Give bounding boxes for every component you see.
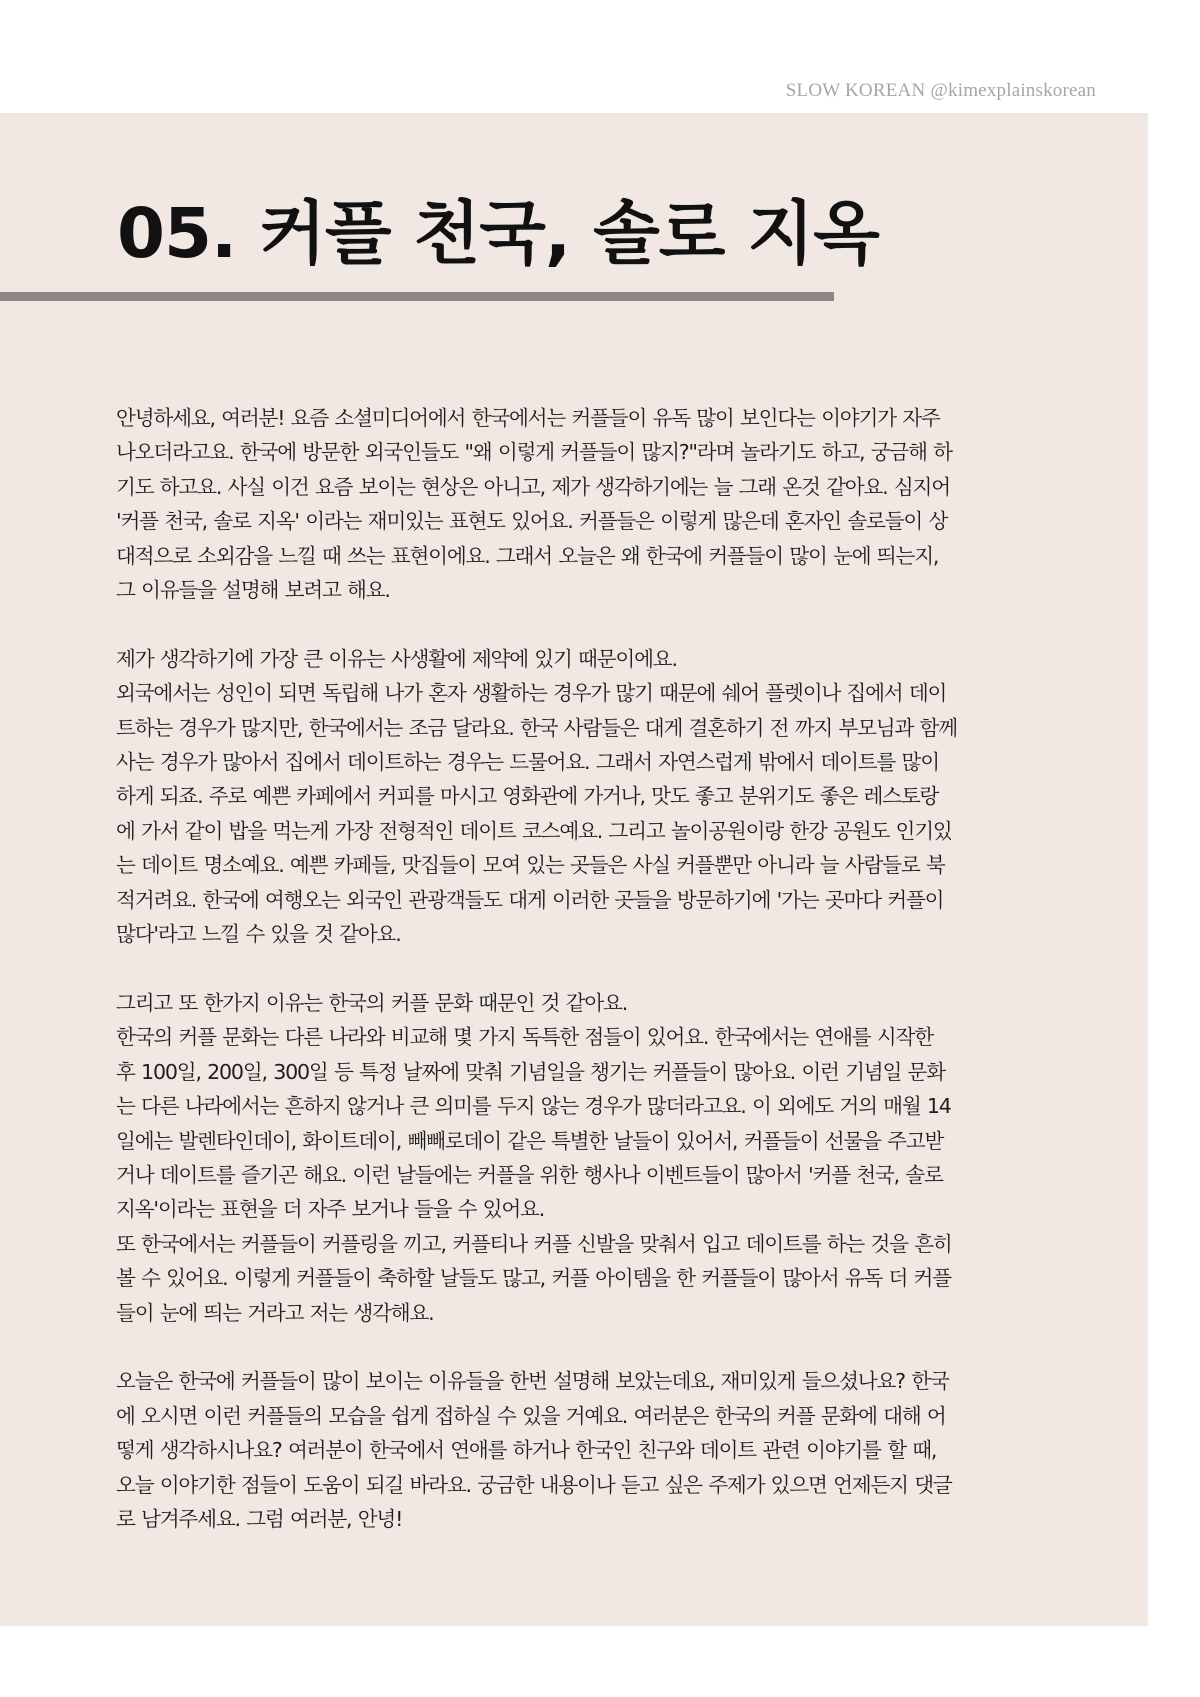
article-body [116,401,1091,1536]
page-title: 05. 커플 천국, 솔로 지옥 [117,194,879,274]
text-line: 에 가서 같이 밥을 먹는게 가장 전형적인 데이트 코스예요. 그리고 놀이공원이랑 한강 공원도 인기있 [116,818,952,843]
text-line: 하게 되죠. 주로 예쁜 카페에서 커피를 마시고 영화관에 가거나, 맛도 좋고 분위기도 좋은 레스토랑 [116,784,939,809]
text-line: 대적으로 소외감을 느낄 때 쓰는 표현이에요. 그래서 오늘은 왜 한국에 커플들이 많이 눈에 띄는지, [116,543,939,568]
header-credit: SLOW KOREAN @kimexplainskorean [785,80,1096,101]
text-line: 로 남겨주세요. 그럼 여러분, 안녕! [116,1506,403,1531]
text-line: 기도 하고요. 사실 이건 요즘 보이는 현상은 아니고, 제가 생각하기에는 늘 그래 온것 같아요. 심지어 [116,474,950,499]
paragraph-privacy [116,642,1091,952]
text-line: 트하는 경우가 많지만, 한국에서는 조금 달라요. 한국 사람들은 대게 결혼하기 전 까지 부모님과 함께 [116,715,957,740]
text-line: 많다'라고 느낄 수 있을 것 같아요. [116,922,401,947]
text-line: 일에는 발렌타인데이, 화이트데이, 빼빼로데이 같은 특별한 날들이 있어서, 커플들이 선물을 주고받 [116,1128,944,1153]
text-line: 오늘은 한국에 커플들이 많이 보이는 이유들을 한번 설명해 보았는데요, 재미있게 들으셨나요? 한국 [116,1369,949,1394]
paragraph-couple-culture [116,986,1091,1330]
text-line: 는 데이트 명소예요. 예쁜 카페들, 맛집들이 모여 있는 곳들은 사실 커플뿐만 아니라 늘 사람들로 북 [116,853,945,878]
text-line: 제가 생각하기에 가장 큰 이유는 사생활에 제약에 있기 때문이에요. [116,646,677,671]
text-line: 사는 경우가 많아서 집에서 데이트하는 경우는 드물어요. 그래서 자연스럽게 밖에서 데이트를 많이 [116,750,939,775]
text-line: 나오더라고요. 한국에 방문한 외국인들도 "왜 이렇게 커플들이 많지?"라며 놀라기도 하고, 궁금해 하 [116,440,952,465]
text-line: 적거려요. 한국에 여행오는 외국인 관광객들도 대게 이러한 곳들을 방문하기에 '가는 곳마다 커플이 [116,887,944,912]
text-line: 외국에서는 성인이 되면 독립해 나가 혼자 생활하는 경우가 많기 때문에 쉐어 플렛이나 집에서 데이 [116,681,947,706]
text-line: 그 이유들을 설명해 보려고 해요. [116,578,390,603]
text-line: 한국의 커플 문화는 다른 나라와 비교해 몇 가지 독특한 점들이 있어요. 한국에서는 연애를 시작한 [116,1025,933,1050]
text-line: 들이 눈에 띄는 거라고 저는 생각해요. [116,1300,434,1325]
text-line: 는 다른 나라에서는 흔하지 않거나 큰 의미를 두지 않는 경우가 많더라고요. 이 외에도 거의 매월 14 [116,1094,951,1119]
text-line: 거나 데이트를 즐기곤 해요. 이런 날들에는 커플을 위한 행사나 이벤트들이 많아서 '커플 천국, 솔로 [116,1162,943,1187]
text-line: '커플 천국, 솔로 지옥' 이라는 재미있는 표현도 있어요. 커플들은 이렇게 많은데 혼자인 솔로들이 상 [116,509,948,534]
text-line: 또 한국에서는 커플들이 커플링을 끼고, 커플티나 커플 신발을 맞춰서 입고 데이트를 하는 것을 흔히 [116,1231,952,1256]
text-line: 떻게 생각하시나요? 여러분이 한국에서 연애를 하거나 한국인 친구와 데이트 관련 이야기를 할 때, [116,1438,937,1463]
text-line: 후 100일, 200일, 300일 등 특정 날짜에 맞춰 기념일을 챙기는 커플들이 많아요. 이런 기념일 문화 [116,1059,945,1084]
text-line: 오늘 이야기한 점들이 도움이 되길 바라요. 궁금한 내용이나 듣고 싶은 주제가 있으면 언제든지 댓글 [116,1472,952,1497]
text-line: 지옥'이라는 표현을 더 자주 보거나 들을 수 있어요. [116,1197,545,1222]
text-line: 안녕하세요, 여러분! 요즘 소셜미디어에서 한국에서는 커플들이 유독 많이 보인다는 이야기가 자주 [116,406,940,430]
title-underline [0,292,834,301]
paragraph-closing [116,1364,1091,1536]
text-line: 에 오시면 이런 커플들의 모습을 쉽게 접하실 수 있을 거예요. 여러분은 한국의 커플 문화에 대해 어 [116,1403,946,1428]
paragraph-intro [116,401,1091,607]
text-line: 그리고 또 한가지 이유는 한국의 커플 문화 때문인 것 같아요. [116,990,628,1015]
text-line: 볼 수 있어요. 이렇게 커플들이 축하할 날들도 많고, 커플 아이템을 한 커플들이 많아서 유독 더 커플 [116,1266,951,1291]
